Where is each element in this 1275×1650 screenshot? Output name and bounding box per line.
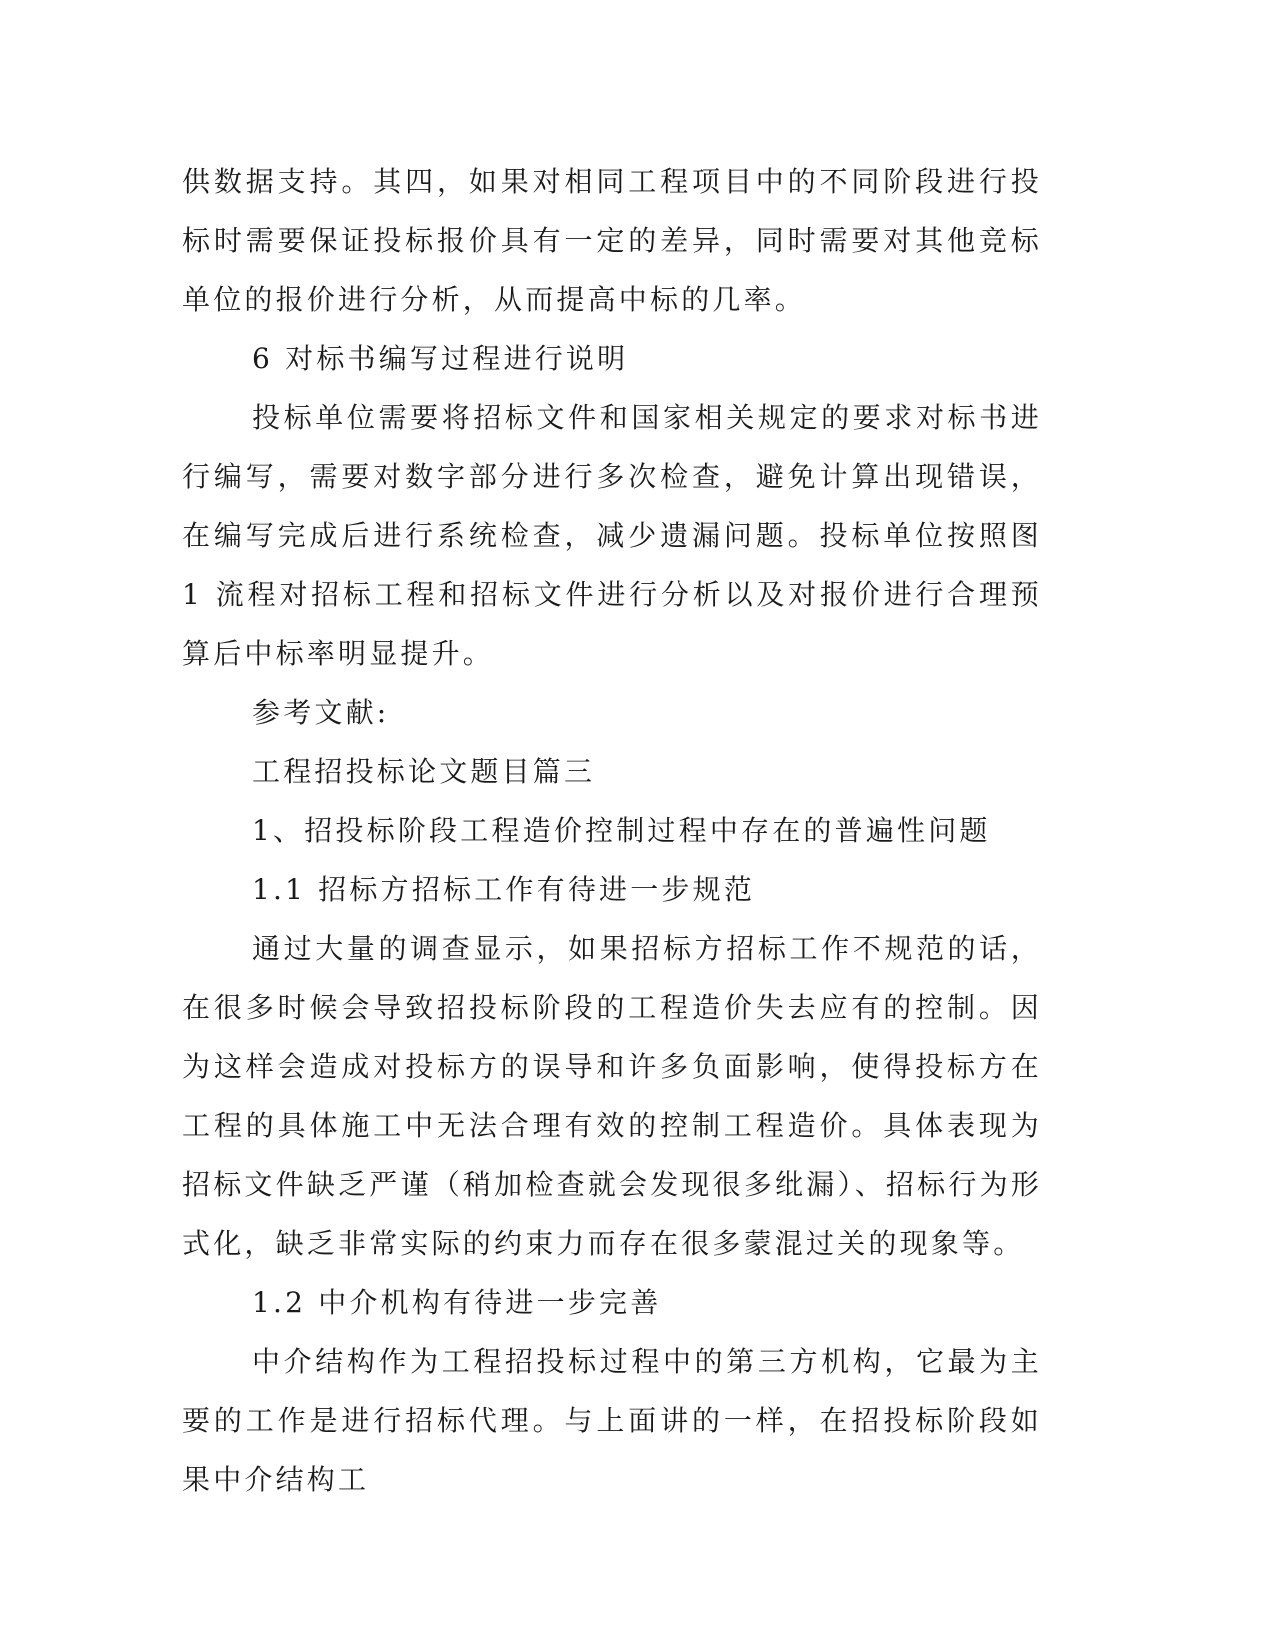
article-title-part-three: 工程招投标论文题目篇三 (252, 755, 596, 788)
document-body (182, 152, 1042, 1509)
section-heading-1: 1、招投标阶段工程造价控制过程中存在的普遍性问题 (252, 814, 991, 847)
section-heading-6: 6 对标书编写过程进行说明 (252, 342, 629, 375)
section-heading-1-1: 1.1 招标方招标工作有待进一步规范 (252, 873, 756, 906)
paragraph-intermediary: 中介结构作为工程招投标过程中的第三方机构，它最为主要的工作是进行招标代理。与上面讲的一样，在招投标阶段如果中介结构工 (182, 1345, 1042, 1496)
section-heading-1-2: 1.2 中介机构有待进一步完善 (252, 1286, 662, 1319)
paragraph-tendering-issues: 通过大量的调查显示，如果招标方招标工作不规范的话，在很多时候会导致招投标阶段的工程造价失去应有的控制。因为这样会造成对投标方的误导和许多负面影响，使得投标方在工程的具体施工中无法合理有效的控制工程造价。具体表现为招标文件缺乏严谨（稍加检查就会发现很多纰漏）、招标行为形式化，缺乏非常实际的约束力而存在很多蒙混过关的现象等。 (182, 932, 1042, 1260)
references-label: 参考文献: (252, 696, 390, 729)
paragraph-data-support: 供数据支持。其四，如果对相同工程项目中的不同阶段进行投标时需要保证投标报价具有一定的差异，同时需要对其他竞标单位的报价进行分析，从而提高中标的几率。 (182, 165, 1042, 316)
paragraph-bid-writing: 投标单位需要将招标文件和国家相关规定的要求对标书进行编写，需要对数字部分进行多次检查，避免计算出现错误，在编写完成后进行系统检查，减少遗漏问题。投标单位按照图 1 流程对招标工程和招标文件进行分析以及对报价进行合理预算后中标率明显提升。 (182, 401, 1042, 670)
